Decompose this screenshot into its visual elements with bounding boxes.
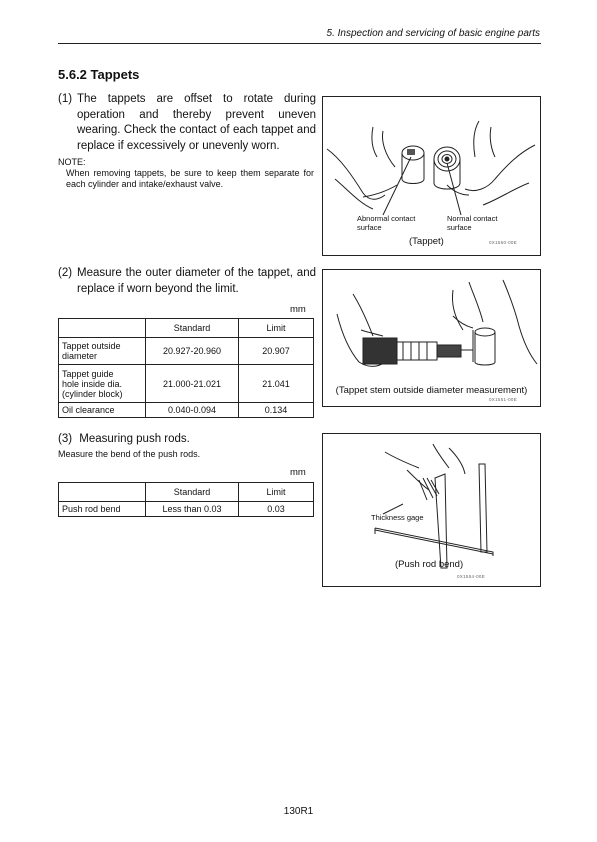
cell-line: Tappet outside bbox=[62, 341, 121, 351]
table-header-limit: Limit bbox=[239, 483, 314, 502]
figure-code-measurement: 0X1551-00E bbox=[489, 397, 518, 402]
table-cell-standard: 21.000-21.021 bbox=[146, 365, 239, 403]
figure-tappet bbox=[322, 96, 541, 256]
table-row bbox=[59, 338, 314, 365]
label-abnormal-contact bbox=[357, 214, 415, 232]
table-row bbox=[59, 502, 314, 517]
table-header-row bbox=[59, 319, 314, 338]
item-2-text: Measure the outer diameter of the tappet, and replace if worn beyond the limit. bbox=[77, 267, 316, 295]
figure-caption-measurement: (Tappet stem outside diameter measurement) bbox=[335, 385, 528, 396]
note-label: NOTE: bbox=[58, 157, 86, 167]
figure-caption-push-rod: (Push rod bend) bbox=[395, 559, 464, 570]
label-abnormal-line-2: surface bbox=[357, 223, 382, 232]
cell-line: (cylinder block) bbox=[62, 388, 123, 399]
table-cell-limit: 0.134 bbox=[239, 403, 314, 418]
table-header-item bbox=[59, 483, 146, 502]
table-cell-limit: 20.907 bbox=[239, 338, 314, 365]
table-header-row bbox=[59, 483, 314, 502]
table-cell-item bbox=[59, 338, 146, 365]
push-rod-table bbox=[58, 482, 314, 517]
table-cell-item: Oil clearance bbox=[59, 403, 146, 418]
item-1 bbox=[58, 92, 316, 154]
cell-line: diameter bbox=[62, 351, 98, 361]
cell-line: Tappet guide bbox=[62, 368, 114, 379]
cell-line: hole inside dia. bbox=[62, 378, 123, 389]
item-1-number: (1) bbox=[58, 93, 73, 105]
page-number: 130R1 bbox=[283, 806, 314, 817]
table-row bbox=[59, 365, 314, 403]
table-cell-item: Push rod bend bbox=[59, 502, 146, 517]
table-cell-standard: Less than 0.03 bbox=[146, 502, 239, 517]
figure-code-push-rod: 0X1554-00E bbox=[457, 574, 486, 579]
table-cell-standard: 0.040-0.094 bbox=[146, 403, 239, 418]
table-2-unit: mm bbox=[290, 467, 306, 478]
table-row bbox=[59, 403, 314, 418]
figure-code-tappet: 0X1550-00E bbox=[489, 240, 518, 245]
label-normal-contact bbox=[447, 214, 497, 232]
table-cell-limit: 21.041 bbox=[239, 365, 314, 403]
tappet-illustration bbox=[323, 97, 540, 255]
item-2 bbox=[58, 266, 316, 298]
figure-caption-tappet: (Tappet) bbox=[409, 236, 444, 247]
table-header-limit: Limit bbox=[239, 319, 314, 338]
item-3-text: Measure the bend of the push rods. bbox=[58, 449, 201, 459]
note-text: When removing tappets, be sure to keep them separate for each cylinder and intake/exhaust valve. bbox=[66, 168, 314, 189]
table-cell-item bbox=[59, 365, 146, 403]
tappet-spec-table bbox=[58, 318, 314, 418]
item-1-text: The tappets are offset to rotate during operation and thereby prevent uneven wearing. Check the contact of each tappet and replace if excessively or unevenly worn. bbox=[77, 93, 316, 152]
table-1-unit: mm bbox=[290, 304, 306, 315]
header-rule bbox=[58, 43, 541, 44]
label-normal-line-2: surface bbox=[447, 223, 472, 232]
label-abnormal-line-1: Abnormal contact bbox=[357, 214, 416, 223]
item-2-number: (2) bbox=[58, 267, 73, 279]
figure-push-rod-bend bbox=[322, 433, 541, 587]
label-normal-line-1: Normal contact bbox=[447, 214, 498, 223]
table-header-standard: Standard bbox=[146, 483, 239, 502]
table-cell-limit: 0.03 bbox=[239, 502, 314, 517]
table-header-item bbox=[59, 319, 146, 338]
item-3 bbox=[58, 433, 316, 445]
label-thickness-gage: Thickness gage bbox=[371, 513, 424, 522]
item-3-number: (3) bbox=[58, 433, 73, 445]
figure-tappet-measurement bbox=[322, 269, 541, 407]
table-cell-standard: 20.927-20.960 bbox=[146, 338, 239, 365]
running-header: 5. Inspection and servicing of basic engine parts bbox=[326, 28, 540, 39]
item-3-title: Measuring push rods. bbox=[79, 433, 190, 445]
section-title: 5.6.2 Tappets bbox=[58, 67, 140, 82]
table-header-standard: Standard bbox=[146, 319, 239, 338]
